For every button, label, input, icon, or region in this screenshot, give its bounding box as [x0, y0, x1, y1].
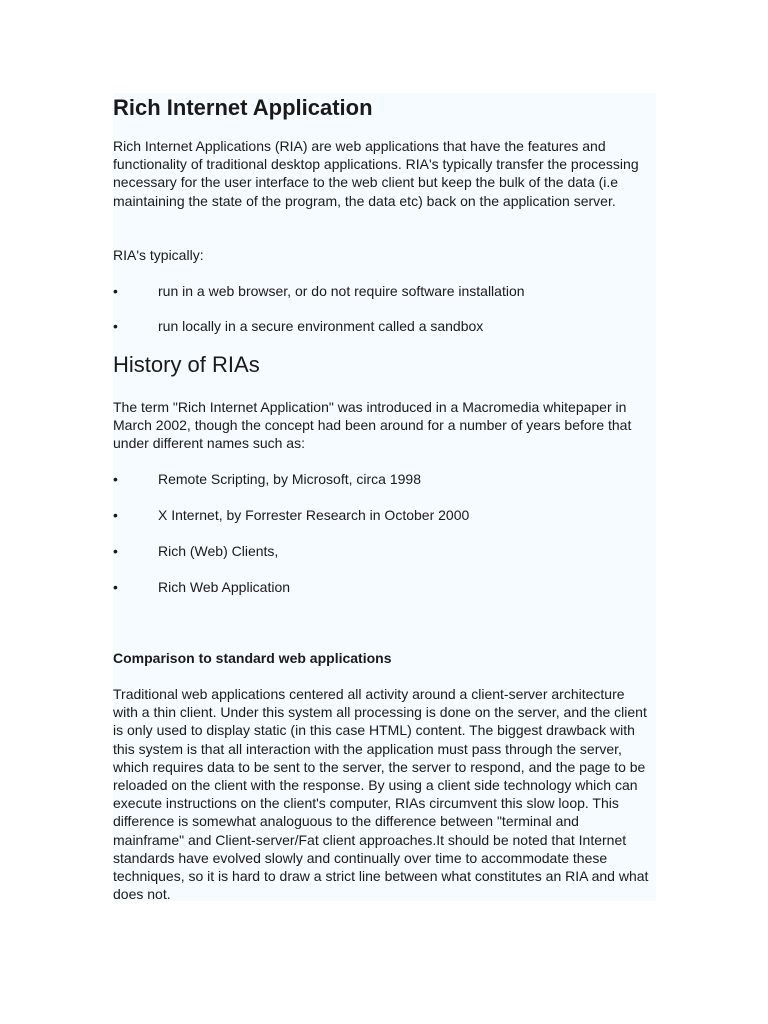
list-item-text: run locally in a secure environment called a sandbox: [158, 318, 484, 334]
bullet-glyph: •: [113, 318, 118, 334]
typically-label: RIA's typically:: [113, 247, 204, 263]
bullet-glyph: •: [113, 507, 118, 523]
list-item: [113, 282, 653, 300]
document-content: [113, 93, 656, 901]
bullet-glyph: •: [113, 283, 118, 299]
page-title: Rich Internet Application: [113, 95, 373, 120]
bullet-glyph: •: [113, 471, 118, 487]
history-heading: History of RIAs: [113, 352, 260, 377]
list-item-text: Rich (Web) Clients,: [158, 543, 279, 559]
history-paragraph: The term "Rich Internet Application" was introduced in a Macromedia whitepaper in March 2002, though the concept had been around for a number of years before that under different names such as:: [113, 399, 632, 452]
bullet-glyph: •: [113, 543, 118, 559]
comparison-heading: Comparison to standard web applications: [113, 650, 392, 666]
list-item-text: run in a web browser, or do not require software installation: [158, 283, 525, 299]
bullet-glyph: •: [113, 579, 118, 595]
intro-paragraph: Rich Internet Applications (RIA) are web applications that have the features and functionality of traditional desktop applications. RIA's typically transfer the processing necessary for the user interface to the web client but keep the bulk of the data (i.e maintaining the state of the program, the data etc) back on the application server.: [113, 138, 639, 209]
list-item-text: Rich Web Application: [158, 579, 291, 595]
list-item: [113, 470, 653, 488]
list-item: [113, 578, 653, 596]
list-item-text: X Internet, by Forrester Research in October 2000: [158, 507, 470, 523]
comparison-paragraph: Traditional web applications centered all activity around a client-server architecture with a thin client. Under this system all processing is done on the server, and the client is only used to display static (in this case HTML) content. The biggest drawback with this system is that all interaction with the application must pass through the server, which requires data to be sent to the server, the server to respond, and the page to be reloaded on the client with the response. By using a client side technology which can execute instructions on the client's computer, RIAs circumvent this slow loop. This difference is somewhat analoguous to the difference between "terminal and mainframe" and Client-server/Fat client approaches.It should be noted that Internet standards have evolved slowly and continually over time to accommodate these techniques, so it is hard to draw a strict line between what constitutes an RIA and what does not.: [113, 686, 649, 903]
list-item: [113, 506, 653, 524]
list-item-text: Remote Scripting, by Microsoft, circa 1998: [158, 471, 421, 487]
list-item: [113, 317, 653, 335]
list-item: [113, 542, 653, 560]
